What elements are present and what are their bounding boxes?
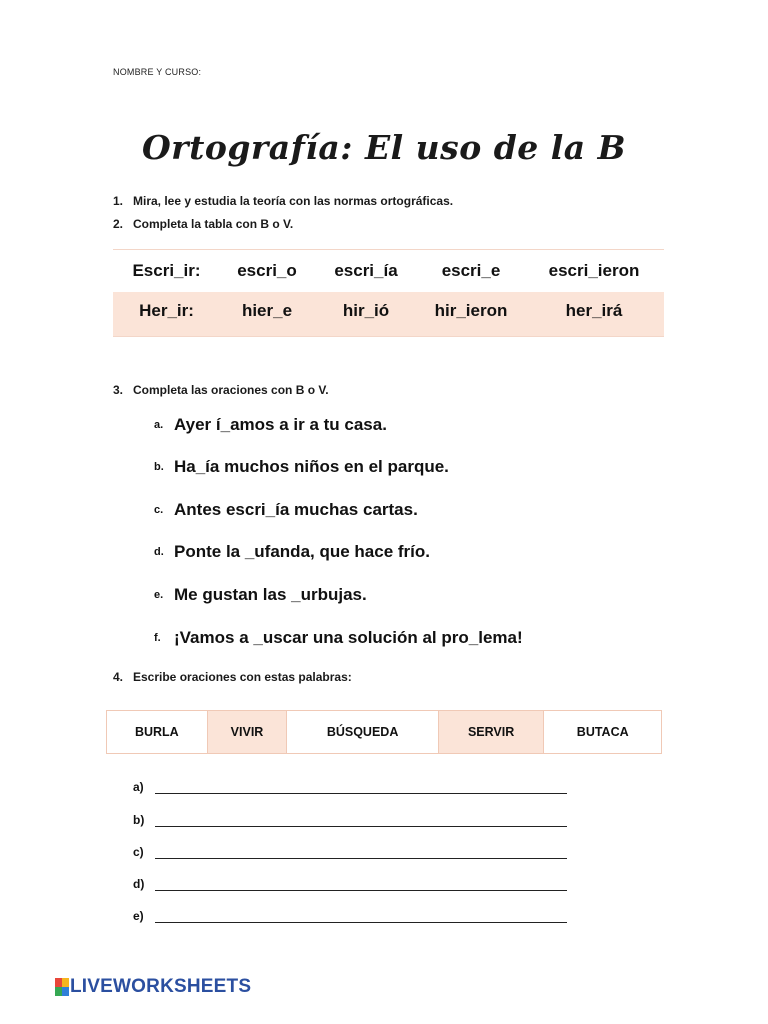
logo-square — [55, 987, 62, 996]
answer-label: b) — [133, 813, 145, 827]
verb-table-cell[interactable]: escri_o — [237, 261, 297, 280]
sentence-item — [154, 500, 418, 520]
verb-table-cell[interactable]: escri_ía — [334, 261, 398, 280]
verb-table-row — [113, 249, 664, 292]
instruction-text: Mira, lee y estudia la teoría con las normas ortográficas. — [133, 194, 454, 208]
logo-square — [62, 987, 69, 996]
instruction-4 — [113, 670, 352, 684]
sentence-text[interactable]: Ha_ía muchos niños en el parque. — [174, 457, 449, 476]
word-cell: BURLA — [107, 711, 208, 753]
instruction-number: 4. — [113, 670, 124, 684]
sentence-letter: f. — [154, 632, 161, 644]
sentence-text[interactable]: Ponte la _ufanda, que hace frío. — [174, 542, 430, 561]
liveworksheets-logo — [55, 976, 251, 998]
sentence-item — [154, 585, 367, 605]
verb-table-cell[interactable]: escri_e — [441, 261, 501, 280]
verb-table-cell[interactable]: hir_ieron — [434, 301, 508, 320]
sentence-text[interactable]: ¡Vamos a _uscar una solución al pro_lema! — [174, 628, 523, 647]
name-course-label: NOMBRE Y CURSO: — [113, 67, 202, 77]
verb-table-cell[interactable]: escri_ieron — [548, 261, 640, 280]
word-table — [106, 710, 662, 754]
verb-table-cell[interactable]: hier_e — [241, 301, 293, 320]
answer-line[interactable] — [133, 780, 567, 794]
instruction-number: 3. — [113, 383, 124, 397]
logo-square — [62, 978, 69, 987]
answer-blank[interactable] — [155, 878, 567, 891]
answer-blank[interactable] — [155, 814, 567, 827]
answer-line[interactable] — [133, 877, 567, 891]
answer-line[interactable] — [133, 909, 567, 923]
answer-line[interactable] — [133, 813, 567, 827]
instruction-2 — [113, 217, 293, 231]
sentence-item — [154, 628, 523, 648]
answer-blank[interactable] — [155, 781, 567, 794]
sentence-letter: a. — [154, 419, 164, 431]
page-title: Ortografía: El uso de la B — [141, 128, 627, 167]
logo-square — [55, 978, 62, 987]
instruction-text: Completa la tabla con B o V. — [133, 217, 294, 231]
word-cell: SERVIR — [439, 711, 545, 753]
verb-table-row — [113, 292, 664, 337]
instruction-1 — [113, 194, 453, 208]
verb-table-cell: Escri_ir: — [132, 261, 201, 280]
answer-blank[interactable] — [155, 910, 567, 923]
instruction-text: Escribe oraciones con estas palabras: — [133, 670, 352, 684]
verb-table-cell[interactable]: hir_ió — [342, 301, 390, 320]
sentence-text[interactable]: Me gustan las _urbujas. — [174, 585, 367, 604]
sentence-item — [154, 457, 449, 477]
answer-label: d) — [133, 877, 145, 891]
sentence-text[interactable]: Antes escri_ía muchas cartas. — [174, 500, 418, 519]
answer-line[interactable] — [133, 845, 567, 859]
answer-label: c) — [133, 845, 144, 859]
instruction-number: 1. — [113, 194, 124, 208]
verb-table-cell: Her_ir: — [139, 301, 194, 320]
word-cell: BÚSQUEDA — [287, 711, 438, 753]
logo-text: LIVEWORKSHEETS — [70, 976, 252, 997]
sentence-item — [154, 415, 387, 435]
answer-label: a) — [133, 780, 144, 794]
sentence-letter: c. — [154, 504, 164, 516]
answer-label: e) — [133, 909, 144, 923]
sentence-text[interactable]: Ayer í_amos a ir a tu casa. — [174, 415, 387, 434]
sentence-item — [154, 542, 430, 562]
word-cell: BUTACA — [576, 725, 629, 739]
instruction-3 — [113, 383, 329, 397]
sentence-letter: e. — [154, 589, 164, 601]
instruction-number: 2. — [113, 217, 124, 231]
word-cell: VIVIR — [208, 711, 288, 753]
logo-squares-icon — [55, 978, 69, 996]
verb-table-cell[interactable]: her_irá — [565, 301, 623, 320]
sentence-letter: d. — [154, 546, 164, 558]
sentence-letter: b. — [154, 461, 164, 473]
instruction-text: Completa las oraciones con B o V. — [133, 383, 329, 397]
answer-blank[interactable] — [155, 846, 567, 859]
